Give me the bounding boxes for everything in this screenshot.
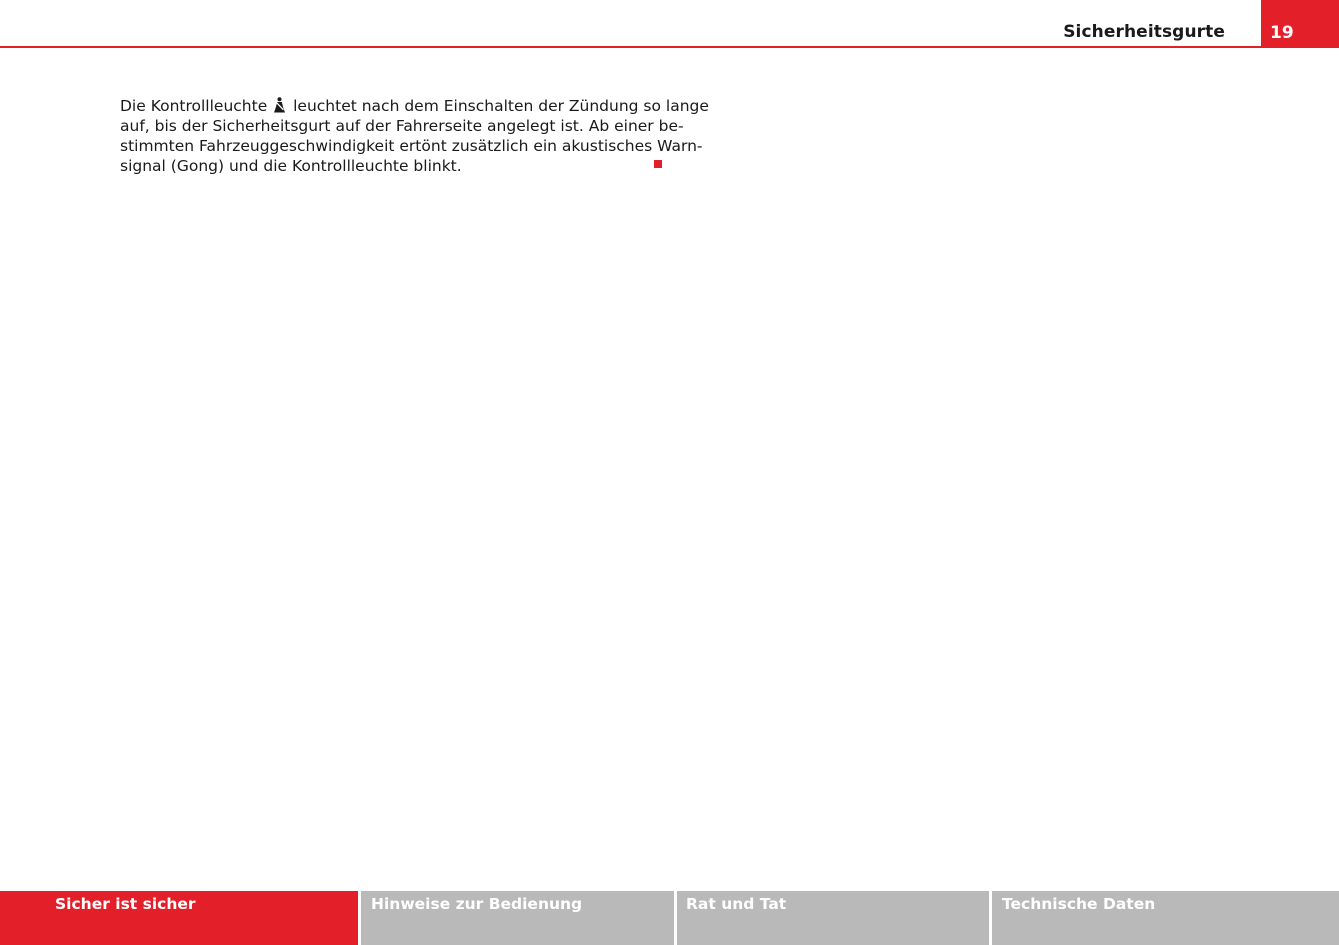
footer-tab-technische-daten[interactable]: Technische Daten bbox=[992, 891, 1339, 945]
text-line: stimmten Fahrzeuggeschwindigkeit ertönt zusätzlich ein akustisches Warn- bbox=[120, 137, 703, 155]
footer-navigation bbox=[0, 891, 1339, 945]
page-number: 19 bbox=[1270, 23, 1294, 43]
header-rule bbox=[0, 46, 1339, 48]
footer-tab-hinweise-zur-bedienung[interactable]: Hinweise zur Bedienung bbox=[361, 891, 674, 945]
chapter-title: Sicherheitsgurte bbox=[1063, 22, 1225, 42]
text-line: Die Kontrollleuchte leuchtet nach dem Einschalten der Zündung so lange bbox=[120, 97, 709, 115]
seatbelt-warning-icon bbox=[273, 97, 286, 113]
footer-tab-rat-und-tat[interactable]: Rat und Tat bbox=[677, 891, 989, 945]
text-line: auf, bis der Sicherheitsgurt auf der Fahrerseite angelegt ist. Ab einer be- bbox=[120, 117, 684, 135]
section-end-marker bbox=[654, 160, 662, 168]
page-number-tab bbox=[1261, 0, 1339, 48]
text-line: signal (Gong) und die Kontrollleuchte blinkt. bbox=[120, 157, 462, 175]
footer-tab-sicher-ist-sicher[interactable]: Sicher ist sicher bbox=[0, 891, 358, 945]
body-paragraph bbox=[120, 96, 709, 176]
